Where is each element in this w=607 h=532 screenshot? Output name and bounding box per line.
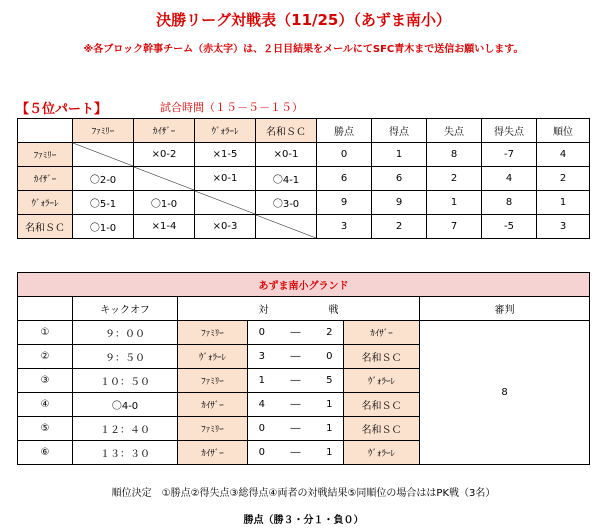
- league-result-cell: ×0-3: [195, 215, 256, 239]
- match-home-score: 3: [248, 345, 276, 369]
- league-col-header: 順位: [537, 119, 590, 143]
- league-col-header: ｳﾞｫﾗｰﾚ: [195, 119, 256, 143]
- match-number: ⑤: [18, 417, 73, 441]
- league-col-header: 勝点: [317, 119, 372, 143]
- league-stat-cell: 4: [537, 143, 590, 167]
- league-stat-cell: 1: [372, 143, 427, 167]
- league-col-header: 名和ＳＣ: [256, 119, 317, 143]
- match-home-team: ｶｲｻﾞｰ: [178, 393, 248, 417]
- league-stat-cell: 7: [427, 215, 482, 239]
- match-kickoff: ９：５０: [73, 345, 178, 369]
- league-header-row: [18, 119, 590, 143]
- league-stat-cell: 9: [317, 191, 372, 215]
- league-stat-cell: 6: [317, 167, 372, 191]
- league-result-cell: 〇5-1: [73, 191, 134, 215]
- points-rule: 勝点（勝３・分１・負０）: [243, 515, 364, 526]
- league-row: [18, 143, 590, 167]
- league-result-cell: ×0-1: [195, 167, 256, 191]
- versus-header: [178, 297, 420, 321]
- league-stat-cell: 3: [537, 215, 590, 239]
- league-result-cell: ×1-4: [134, 215, 195, 239]
- match-away-team: 名和ＳＣ: [344, 345, 420, 369]
- match-away-score: 1: [316, 441, 344, 465]
- league-col-header: 失点: [427, 119, 482, 143]
- league-stat-cell: 4: [482, 167, 537, 191]
- notice-text: ※各ブロック幹事チーム（赤太字）は、２日目結果をメールにてSFC青木まで送信お願いします。: [83, 44, 524, 55]
- match-home-team: ｶｲｻﾞｰ: [178, 441, 248, 465]
- league-row: [18, 191, 590, 215]
- venue-name: あずま南小グランド: [18, 273, 590, 297]
- match-number: ②: [18, 345, 73, 369]
- match-home-score: 1: [248, 369, 276, 393]
- match-time-label: 試合時間（１５－５－１５）: [160, 101, 303, 114]
- match-away-team: 名和ＳＣ: [344, 417, 420, 441]
- league-self-cell: [195, 191, 256, 215]
- league-result-cell: ×0-1: [256, 143, 317, 167]
- match-home-team: ﾌｧﾐﾘｰ: [178, 417, 248, 441]
- league-col-header: 得点: [372, 119, 427, 143]
- match-number: ⑥: [18, 441, 73, 465]
- match-home-team: ﾌｧﾐﾘｰ: [178, 369, 248, 393]
- match-away-score: 1: [316, 417, 344, 441]
- match-away-score: 2: [316, 321, 344, 345]
- ranking-rule: 順位決定 ①勝点②得失点③総得点④両者の対戦結果⑤同順位の場合ははPK戦（3名）: [111, 488, 496, 499]
- match-away-team: ｳﾞｫﾗｰﾚ: [344, 441, 420, 465]
- match-number: ①: [18, 321, 73, 345]
- versus-header-char2: 戦: [328, 305, 339, 316]
- match-home-score: 4: [248, 393, 276, 417]
- match-dash: ―: [276, 393, 316, 417]
- match-number: ③: [18, 369, 73, 393]
- league-stat-cell: -5: [482, 215, 537, 239]
- league-result-cell: ×1-5: [195, 143, 256, 167]
- league-team-name: ﾌｧﾐﾘｰ: [18, 143, 73, 167]
- referee-value: 8: [420, 321, 590, 465]
- league-stat-cell: 0: [317, 143, 372, 167]
- league-stat-cell: 2: [372, 215, 427, 239]
- league-stat-cell: 1: [427, 191, 482, 215]
- league-result-cell: 〇2-0: [73, 167, 134, 191]
- schedule-header-row: [18, 297, 590, 321]
- schedule-table: [17, 272, 590, 465]
- league-stat-cell: 2: [537, 167, 590, 191]
- league-stat-cell: 2: [427, 167, 482, 191]
- match-away-score: 1: [316, 393, 344, 417]
- match-home-score: 0: [248, 441, 276, 465]
- league-stat-cell: 8: [427, 143, 482, 167]
- venue-row: [18, 273, 590, 297]
- league-result-cell: 〇4-1: [256, 167, 317, 191]
- league-stat-cell: 8: [482, 191, 537, 215]
- league-stat-cell: 1: [537, 191, 590, 215]
- league-self-cell: [134, 167, 195, 191]
- part-label: 【５位パート】: [16, 102, 108, 117]
- match-row: [18, 321, 590, 345]
- league-col-header: ﾌｧﾐﾘｰ: [73, 119, 134, 143]
- match-kickoff: ９：００: [73, 321, 178, 345]
- page-title: 決勝リーグ対戦表（11/25）（あずま南小）: [156, 11, 451, 29]
- referee-header: 審判: [420, 297, 590, 321]
- league-team-name: ｳﾞｫﾗｰﾚ: [18, 191, 73, 215]
- match-home-team: ｳﾞｫﾗｰﾚ: [178, 345, 248, 369]
- match-dash: ―: [276, 417, 316, 441]
- league-self-cell: [73, 143, 134, 167]
- league-stat-cell: -7: [482, 143, 537, 167]
- league-stat-cell: 6: [372, 167, 427, 191]
- match-kickoff: １２：４０: [73, 417, 178, 441]
- kickoff-header: キックオフ: [73, 297, 178, 321]
- match-kickoff: 〇4-0: [73, 393, 178, 417]
- league-result-cell: 〇3-0: [256, 191, 317, 215]
- league-col-header: 得失点: [482, 119, 537, 143]
- match-dash: ―: [276, 321, 316, 345]
- league-result-cell: ×0-2: [134, 143, 195, 167]
- match-home-team: ﾌｧﾐﾘｰ: [178, 321, 248, 345]
- schedule-no-header: [18, 297, 73, 321]
- match-dash: ―: [276, 441, 316, 465]
- match-home-score: 0: [248, 417, 276, 441]
- match-away-score: 5: [316, 369, 344, 393]
- match-away-team: ｳﾞｫﾗｰﾚ: [344, 369, 420, 393]
- match-kickoff: １０：５０: [73, 369, 178, 393]
- league-team-name: 名和ＳＣ: [18, 215, 73, 239]
- league-col-header: ｶｲｻﾞｰ: [134, 119, 195, 143]
- match-kickoff: １３：３０: [73, 441, 178, 465]
- match-home-score: 0: [248, 321, 276, 345]
- versus-header-char1: 対: [258, 305, 269, 316]
- match-away-score: 0: [316, 345, 344, 369]
- league-row: [18, 215, 590, 239]
- league-team-name: ｶｲｻﾞｰ: [18, 167, 73, 191]
- league-result-cell: 〇1-0: [73, 215, 134, 239]
- match-away-team: 名和ＳＣ: [344, 393, 420, 417]
- match-dash: ―: [276, 369, 316, 393]
- match-number: ④: [18, 393, 73, 417]
- league-row: [18, 167, 590, 191]
- league-result-cell: 〇1-0: [134, 191, 195, 215]
- league-self-cell: [256, 215, 317, 239]
- league-stat-cell: 3: [317, 215, 372, 239]
- league-stat-cell: 9: [372, 191, 427, 215]
- league-table: [17, 118, 590, 239]
- match-dash: ―: [276, 345, 316, 369]
- league-corner-cell: [18, 119, 73, 143]
- match-away-team: ｶｲｻﾞｰ: [344, 321, 420, 345]
